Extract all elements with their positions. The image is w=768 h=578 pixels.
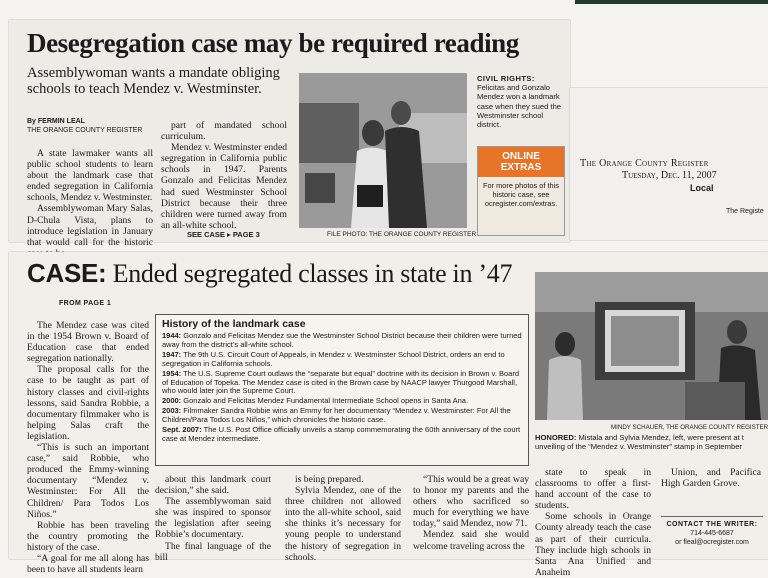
history-item [162,407,522,425]
paragraph: part of mandated school curriculum. [161,120,287,143]
paragraph: about this landmark court decision,” she said. [155,474,271,497]
history-date: 2003: [162,406,182,416]
bottom-col6 [661,467,761,489]
top-byline [27,117,157,135]
contact-phone: 714-445-6687 [690,530,734,537]
paragraph: The final language of the bill [155,540,271,563]
bottom-col3 [285,474,401,563]
masthead-clipping [570,88,768,240]
paragraph: Robbie has been traveling the country promoting the history of the case. [27,519,149,553]
history-date: 2000: [162,396,182,406]
paragraph: state to speak in classrooms to offer a first-hand account of the case to students. [535,467,651,512]
top-subhead [27,66,280,97]
online-extras-banner [478,147,564,177]
bottom-col4 [413,474,529,552]
history-item [162,397,522,406]
from-page: FROM PAGE 1 [59,300,112,307]
history-item [162,370,522,397]
paragraph: The proposal calls for the case to be taught as part of history classes and civil-rights lessons, said Sandra Robbie, a documentary filmmaker who is helping Salas craft the legislation. [27,364,149,442]
honored-caption [535,433,768,451]
extras-line2: EXTRAS [500,162,542,173]
stamp-unveiling-photo [535,272,768,420]
caption-title: CIVIL RIGHTS: [477,74,535,83]
history-date: Sept. 2007: [162,425,202,435]
online-extras-box[interactable] [477,146,565,236]
bottom-headline [27,258,512,289]
see-case-jump[interactable]: SEE CASE ▸ PAGE 3 [187,230,260,239]
mendez-couple-photo [299,73,467,228]
contact-title: CONTACT THE WRITER: [666,521,758,528]
top-clipping [9,20,570,248]
history-item [162,332,522,350]
honored-line1: Mistala and Sylvia Mendez, left, were present at t [578,433,744,442]
paragraph: Mendez said she would welcome traveling across the [413,529,529,552]
history-text: The 9th U.S. Circuit Court of Appeals, in Mendez v. Westminster School District, orders an end to segregation in California schools. [162,349,505,368]
headline-prefix: CASE: [27,258,107,288]
bottom-col1 [27,320,149,575]
paragraph: A state lawmaker wants all public school students to learn about the landmark case that ended segregation in California schools, Mendez v. Westminster. [27,148,153,204]
byline-name: By FERMIN LEAL [27,118,85,125]
masthead-fragment: The Registe [726,208,764,215]
history-box [155,314,529,466]
caption-text: Felicitas and Gonzalo Mendez won a landmark case when they sued the Westminster school district. [477,83,562,130]
masthead-section: Local [690,183,714,193]
honored-line2: unveiling of the “Mendez v. Westminster” stamp in September [535,442,742,452]
history-text: The U.S. Post Office officially unveils a stamp commemorating the 60th anniversary of the court case at Mendez intermediate. [162,425,521,443]
paragraph: “This would be a great way to honor my parents and the others who sacrificed so much for everything we have today,” said Mendez, now 71. [413,474,529,530]
history-item [162,426,522,444]
history-text: Gonzalo and Felicitas Mendez Fundamental Intermediate School opens in Santa Ana. [183,396,469,406]
top-subhead-line1: Assemblywoman wants a mandate obliging [27,65,280,81]
top-photo-credit: FILE PHOTO: THE ORANGE COUNTY REGISTER [327,231,477,238]
paragraph: Union, and Pacifica High Garden Grove. [661,467,761,490]
top-col2 [161,120,287,231]
stamp-photo [535,272,768,420]
headline-text: Ended segregated classes in state in ’47 [112,259,513,288]
masthead-date: Tuesday, Dec. 11, 2007 [622,170,717,181]
byline-publication: THE ORANGE COUNTY REGISTER [27,127,143,134]
contact-writer [661,516,763,547]
bottom-col2 [155,474,271,563]
contact-email[interactable]: or fleal@ocregister.com [675,539,749,546]
paragraph: “A goal for me all along has been to have all students learn [27,552,149,576]
top-right-strip [575,0,768,4]
top-photo [299,73,467,228]
bottom-col5 [535,467,651,578]
paragraph: The assemblywoman said she was inspired to sponsor the legislation after seeing Robbie’s documentary. [155,496,271,541]
history-text: Filmmaker Sandra Robbie wins an Emmy for her documentary “Mendez v. Westminster: For All the Children/Para Todos Los Niños,” which chronicles the historic case. [162,406,511,425]
paragraph: Sylvia Mendez, one of the three children not allowed into the all-white school, said she thinks it’s necessary for young people to understand the history of segregation in schools. [285,485,401,563]
paragraph: Some schools in Orange County already teach the case as part of their curricula. They include high schools in Santa Ana Unified and Anaheim [535,511,651,578]
history-list [156,332,528,444]
paragraph: “This is such an important case,” said Robbie, who produced the Emmy-winning documentary “Mendez v. Westminster: For All the Children/ Para Todos Los Niños.” [27,442,149,520]
stamp-photo-credit: MINDY SCHAUER, THE ORANGE COUNTY REGISTER [611,424,768,431]
extras-text: For more photos of this historic case, see ocregister.com/extras. [483,181,559,208]
paragraph: The Mendez case was cited in the 1954 Brown v. Board of Education case that ended segregation nationally. [27,320,149,365]
paragraph: is being prepared. [295,474,364,485]
paragraph: Mendez v. Westminster ended segregation in California public schools in 1947. Parents Gonzalo and Felicitas Mendez had sued Westminster School District because their three children were turned away from an all-white school. [161,142,287,231]
masthead-name: The Orange County Register [580,158,709,169]
history-date: 1954: [162,368,182,378]
history-date: 1944: [162,331,182,340]
paragraph: Assemblywoman Mary Salas, D-Chula Vista, plans to introduce legislation in January that would call for the historic [27,203,153,248]
top-col1 [27,148,153,259]
history-date: 1947: [162,349,182,359]
history-text: Gonzalo and Felicitas Mendez sue the Westminster School District because their children were turned away from the district’s all-white school. [162,331,522,349]
history-text: The U.S. Supreme Court outlaws the “separate but equal” doctrine with its decision in Brown v. Board of Education of Topeka. The Mendez case is cited in the Brown case by NAACP lawyer Thurgood Marshall, who would later join the Supreme Court. [162,368,519,396]
honored-title: HONORED: [535,433,577,442]
civil-rights-caption [477,74,561,129]
history-item [162,351,522,369]
top-subhead-line2: schools to teach Mendez v. Westminster. [27,80,262,97]
bottom-clipping [9,252,768,578]
extras-line1: ONLINE [502,151,540,162]
history-title: History of the landmark case [162,318,306,330]
top-headline: Desegregation case may be required reading [27,28,519,58]
